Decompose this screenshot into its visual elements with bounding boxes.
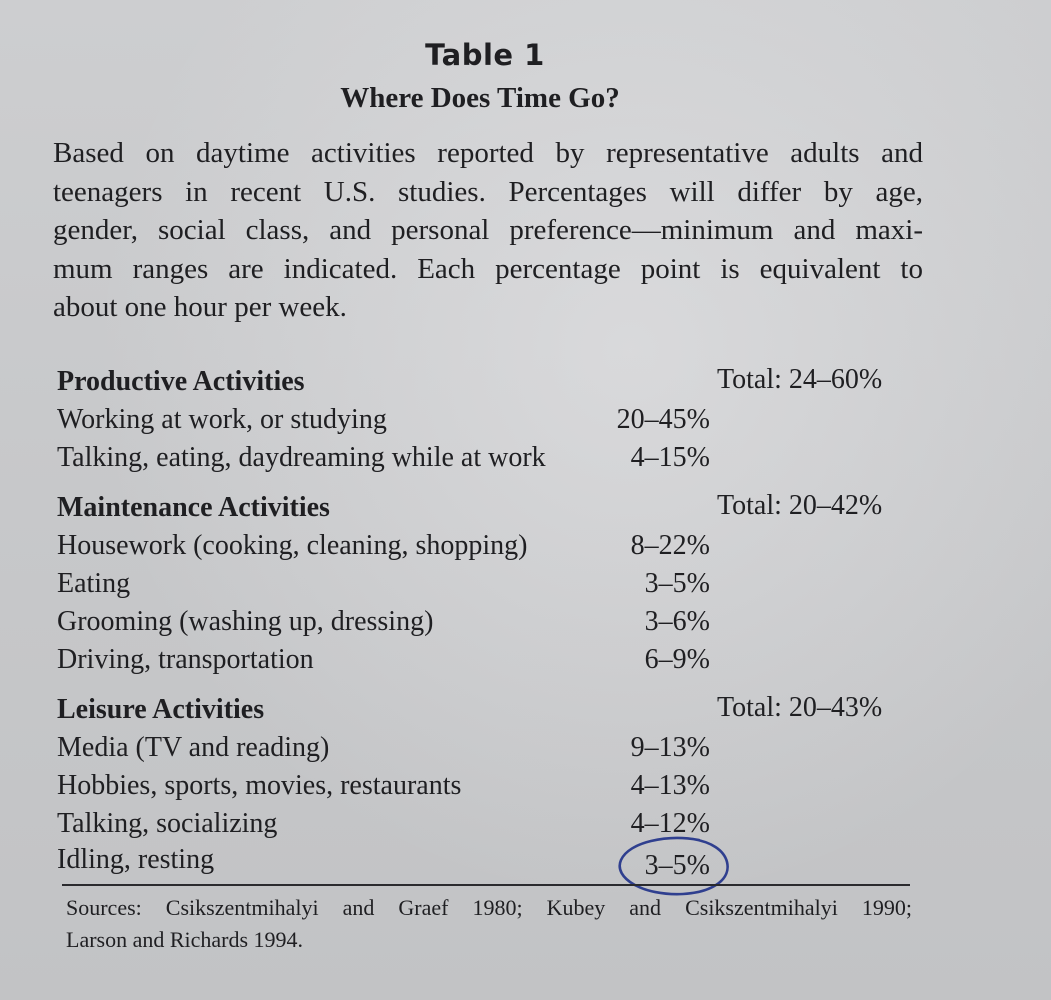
- table-row: [57, 770, 917, 808]
- activity-label: Grooming (washing up, dressing): [57, 606, 434, 637]
- table-row: [57, 844, 917, 882]
- table-row: [57, 442, 917, 480]
- table-subtitle: Where Does Time Go?: [340, 82, 620, 114]
- section-total: Total: 20–42%: [717, 490, 883, 521]
- table-row: [57, 808, 917, 844]
- activity-label: Hobbies, sports, movies, restaurants: [57, 770, 462, 801]
- activity-label: Talking, eating, daydreaming while at work: [57, 442, 546, 473]
- activity-percentage: 8–22%: [630, 530, 710, 561]
- section-header: [57, 694, 917, 732]
- activity-percentage: 3–5%: [644, 568, 710, 599]
- activity-percentage: 3–5%: [644, 850, 710, 881]
- table-row: [57, 404, 917, 442]
- table-row: [57, 530, 917, 568]
- activity-percentage: 4–13%: [630, 770, 710, 801]
- activity-label: Eating: [57, 568, 131, 599]
- sources-line: Sources: Csikszentmihalyi and Graef 1980; Kubey and Csikszentmihalyi 1990;: [66, 895, 912, 920]
- intro-line: teenagers in recent U.S. studies. Percentages will differ by age,: [53, 175, 923, 208]
- section-title: Productive Activities: [57, 366, 305, 397]
- section-total: Total: 24–60%: [717, 364, 883, 395]
- table-row: [57, 568, 917, 606]
- intro-line: mum ranges are indicated. Each percentage point is equivalent to: [53, 252, 923, 285]
- activity-label: Housework (cooking, cleaning, shopping): [57, 530, 528, 561]
- table-row: [57, 732, 917, 770]
- intro-line: about one hour per week.: [53, 291, 347, 323]
- section-leisure-activities: [57, 694, 917, 882]
- activity-label: Talking, socializing: [57, 808, 278, 839]
- section-header: [57, 492, 917, 530]
- table-row: [57, 644, 917, 682]
- activity-percentage: 20–45%: [616, 404, 710, 435]
- table-title: Table 1: [425, 38, 545, 72]
- activity-percentage: 6–9%: [644, 644, 710, 675]
- section-title: Maintenance Activities: [57, 492, 330, 523]
- table-row: [57, 606, 917, 644]
- sources-line: Larson and Richards 1994.: [66, 927, 304, 952]
- section-productive-activities: [57, 366, 917, 480]
- section-header: [57, 366, 917, 404]
- section-maintenance-activities: [57, 492, 917, 682]
- section-total: Total: 20–43%: [717, 692, 883, 723]
- activity-label: Driving, transportation: [57, 644, 314, 675]
- activity-label: Idling, resting: [57, 844, 215, 875]
- intro-line: Based on daytime activities reported by representative adults and: [53, 137, 923, 169]
- table-bottom-rule: [62, 884, 910, 886]
- intro-line: gender, social class, and personal preference—minimum and maxi-: [53, 214, 923, 246]
- activity-percentage: 3–6%: [644, 606, 710, 637]
- activity-percentage: 4–12%: [630, 808, 710, 839]
- sources-note: [66, 892, 912, 956]
- activity-label: Media (TV and reading): [57, 732, 330, 763]
- activity-percentage: 4–15%: [630, 442, 710, 473]
- intro-paragraph: [53, 134, 923, 327]
- activity-label: Working at work, or studying: [57, 404, 387, 435]
- activity-percentage: 9–13%: [630, 732, 710, 763]
- section-title: Leisure Activities: [57, 694, 265, 725]
